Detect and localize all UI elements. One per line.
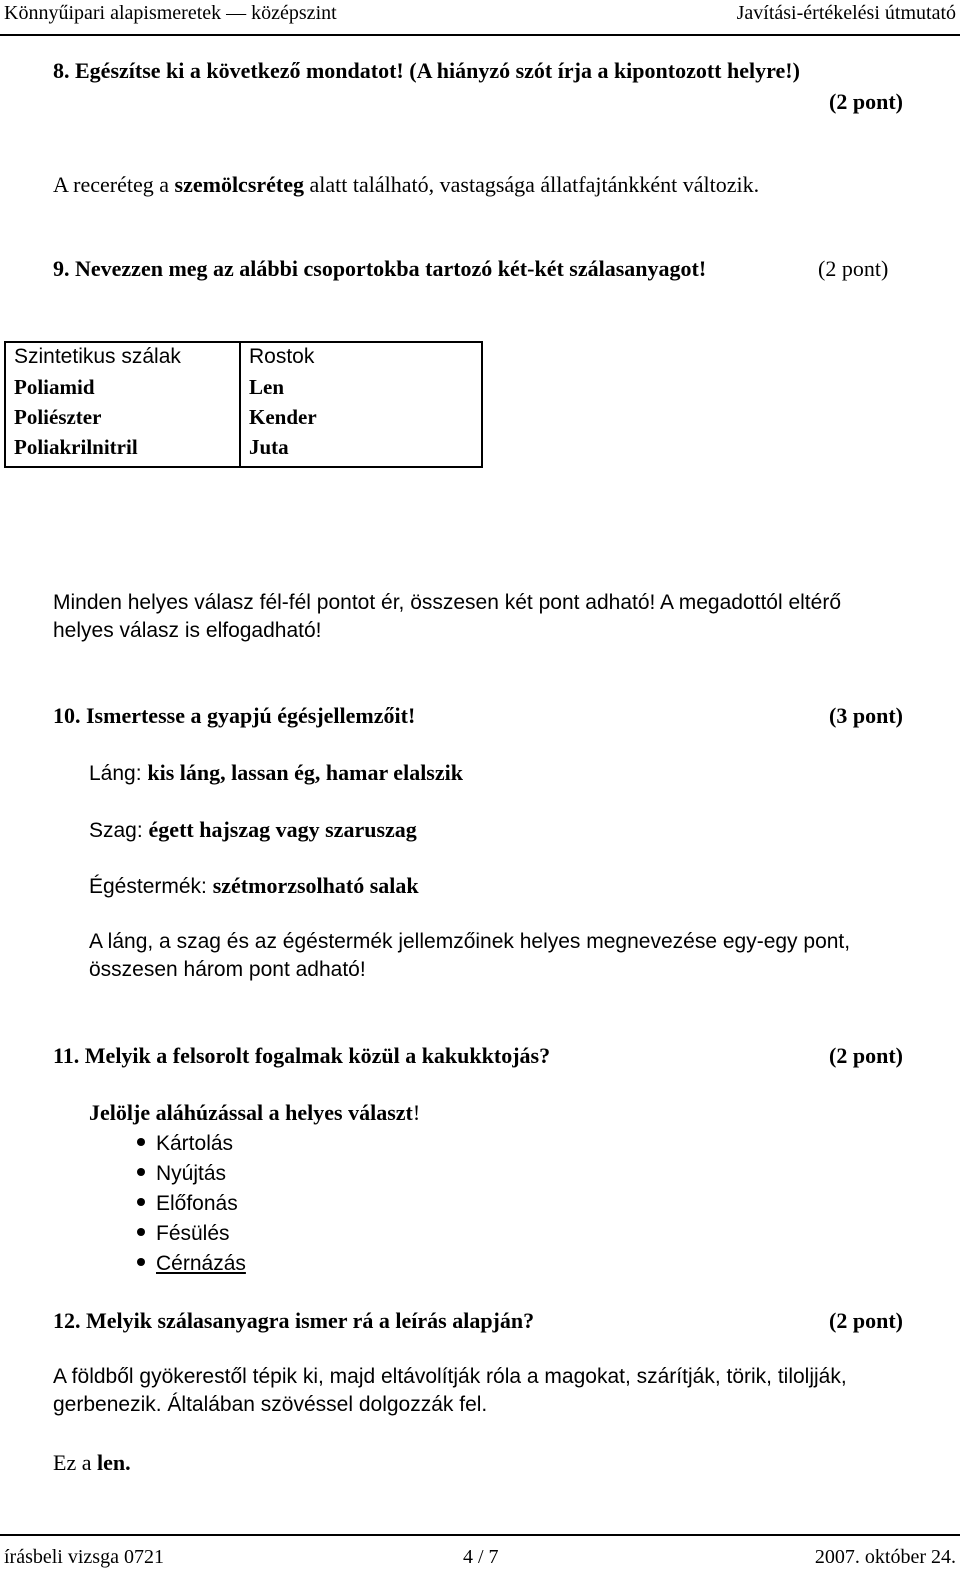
bullet-icon [137,1138,145,1146]
bullet-icon [137,1198,145,1206]
footer-date: 2007. október 24. [814,1546,956,1568]
table-right-item: Len [249,375,285,399]
q10-title: 10. Ismertesse a gyapjú égésjellemzőit! [53,703,416,728]
list-item: Fésülés [137,1219,246,1249]
table-left-item: Poliamid [14,375,95,399]
q12-points: (2 pont) [829,1308,903,1333]
q12-desc-line1: A földből gyökerestől tépik ki, majd eltávolítják róla a magokat, szárítják, törik, tiloljják, [53,1365,847,1388]
q10-flame: Láng: kis láng, lassan ég, hamar elalszik [89,760,463,785]
footer-exam-id: írásbeli vizsga 0721 [4,1546,164,1568]
table-right-header: Rostok [249,345,315,368]
q10-points: (3 pont) [829,703,903,728]
q8-answer: A receréteg a szemölcsréteg alatt található, vastagsága állatfajtánkként változik. [53,172,760,197]
bullet-icon [137,1228,145,1236]
header-rule [0,34,960,36]
q9-title: 9. Nevezzen meg az alábbi csoportokba tartozó két-két szálasanyagot! [53,256,707,281]
q10-smell: Szag: égett hajszag vagy szaruszag [89,817,417,842]
footer-page-number: 4 / 7 [463,1546,499,1568]
q9-note-line1: Minden helyes válasz fél-fél pontot ér, összesen két pont adható! A megadottól eltérő [53,591,841,614]
q11-options [137,1129,246,1279]
q11-points: (2 pont) [829,1043,903,1068]
list-item: Előfonás [137,1189,246,1219]
list-item: Kártolás [137,1129,246,1159]
q9-note-line2: helyes válasz is elfogadható! [53,619,322,642]
q8-title: 8. Egészítse ki a következő mondatot! (A hiányzó szót írja a kipontozott helyre!) [53,58,800,83]
q9-points: (2 pont) [818,256,889,281]
header-subtitle: Javítási-értékelési útmutató [736,2,956,24]
table-divider [239,343,241,466]
fiber-table [4,341,483,468]
q8-points: (2 pont) [829,89,903,114]
q12-title: 12. Melyik szálasanyagra ismer rá a leírás alapján? [53,1308,535,1333]
table-right-item: Kender [249,405,317,429]
bullet-icon [137,1168,145,1176]
q10-note-line1: A láng, a szag és az égéstermék jellemzőinek helyes megnevezése egy-egy pont, [89,930,851,953]
table-left-column [14,342,181,462]
q12-desc-line2: gerbenezik. Általában szövéssel dolgozzák fel. [53,1393,488,1416]
q10-note-line2: összesen három pont adható! [89,958,366,981]
table-left-header: Szintetikus szálak [14,345,181,368]
list-item-answer: Cérnázás [137,1249,246,1279]
list-item: Nyújtás [137,1159,246,1189]
table-right-column [249,342,317,462]
q11-title: 11. Melyik a felsorolt fogalmak közül a kakukktojás? [53,1043,551,1068]
table-left-item: Poliészter [14,405,102,429]
table-right-item: Juta [249,435,289,459]
bullet-icon [137,1258,145,1266]
q12-answer: Ez a len. [53,1450,131,1475]
footer-rule [0,1534,960,1536]
table-left-item: Poliakrilnitril [14,435,138,459]
q8-answer-bold: szemölcsréteg [174,172,305,197]
q10-product: Égéstermék: szétmorzsolható salak [89,873,419,898]
q11-instruction: Jelölje aláhúzással a helyes választ! [89,1100,421,1125]
header-title: Könnyűipari alapismeretek — középszint [4,2,337,24]
